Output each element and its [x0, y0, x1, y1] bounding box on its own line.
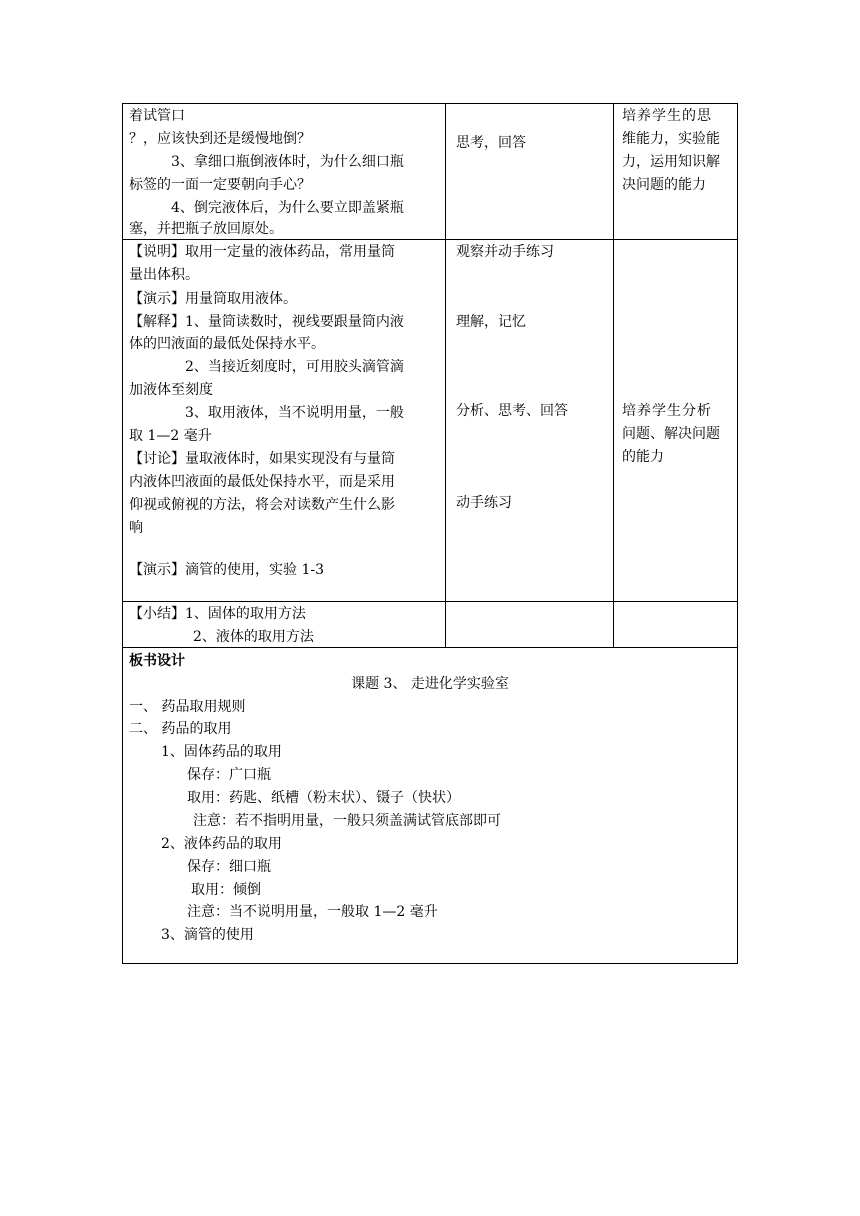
row1-goal-line: 决问题的能力 — [622, 177, 706, 193]
row1-activity: 思考，回答 — [456, 135, 526, 151]
row2-left-line: 【演示】用量筒取用液体。 — [129, 291, 297, 307]
row2-activity: 理解，记忆 — [456, 314, 526, 330]
row1-left-line: ？，应该快到还是缓慢地倒？ — [129, 131, 311, 147]
row2-left-line: 体的凹液面的最低处保持水平。 — [129, 336, 325, 352]
row2-activity: 观察并动手练习 — [456, 244, 554, 260]
row1-left-line: 4、倒完液体后，为什么要立即盖紧瓶 — [171, 200, 404, 216]
row2-left-line: 【解释】1、量筒读数时，视线要跟量筒内液 — [129, 314, 404, 330]
row2-activity: 动手练习 — [456, 495, 512, 511]
row2-left-line: 内液体凹液面的最低处保持水平，而是采用 — [129, 474, 395, 490]
board-line: 一、 药品取用规则 — [129, 699, 246, 715]
row3-summary-line: 2、液体的取用方法 — [193, 629, 314, 645]
column-divider-1 — [445, 104, 446, 648]
row1-left-line: 塞，并把瓶子放回原处。 — [129, 221, 283, 237]
board-line: 取用：倾倒 — [191, 882, 261, 898]
board-heading: 板书设计 — [129, 653, 185, 669]
row2-goal-line: 培养学生分析 — [622, 403, 712, 419]
row-divider-2 — [123, 601, 737, 602]
row2-goal-line: 的能力 — [622, 449, 664, 465]
column-divider-2 — [613, 104, 614, 648]
board-title: 课题 3、 走进化学实验室 — [351, 676, 509, 692]
row2-activity: 分析、思考、回答 — [456, 403, 568, 419]
board-line: 二、 药品的取用 — [129, 721, 232, 737]
row2-left-line: 响 — [129, 520, 143, 536]
board-line: 取用：药匙、纸槽（粉末状）、镊子（快状） — [187, 790, 460, 806]
row1-left-line: 着试管口 — [129, 108, 185, 124]
row2-left-line: 【演示】滴管的使用，实验 1-3 — [129, 562, 324, 578]
board-line: 3、滴管的使用 — [161, 927, 254, 943]
board-line: 注意：当不说明用量，一般取 1—2 毫升 — [187, 904, 438, 920]
board-line: 注意：若不指明用量，一般只须盖满试管底部即可 — [193, 813, 501, 829]
row1-goal-line: 维能力，实验能 — [622, 131, 720, 147]
lesson-table — [122, 103, 738, 964]
board-line: 1、固体药品的取用 — [161, 744, 282, 760]
row2-left-line: 【讨论】量取液体时，如果实现没有与量筒 — [129, 451, 395, 467]
row2-left-line: 取 1—2 毫升 — [129, 428, 212, 444]
row2-left-line: 【说明】取用一定量的液体药品，常用量筒 — [129, 244, 395, 260]
row1-goal-line: 力，运用知识解 — [622, 154, 720, 170]
row3-summary-line: 【小结】1、固体的取用方法 — [129, 606, 306, 622]
board-line: 保存：细口瓶 — [187, 859, 271, 875]
row2-left-line: 2、当接近刻度时，可用胶头滴管滴 — [185, 359, 404, 375]
row2-goal-line: 问题、解决问题 — [622, 426, 720, 442]
row1-left-line: 3、拿细口瓶倒液体时，为什么细口瓶 — [171, 154, 404, 170]
row2-left-line: 3、取用液体，当不说明用量，一般 — [185, 405, 404, 421]
board-line: 2、液体药品的取用 — [161, 836, 282, 852]
row1-goal-line: 培养学生的思 — [622, 108, 712, 124]
row2-left-line: 加液体至刻度 — [129, 382, 213, 398]
row2-left-line: 量出体积。 — [129, 267, 199, 283]
board-line: 保存：广口瓶 — [187, 767, 271, 783]
row2-left-line: 仰视或俯视的方法，将会对读数产生什么影 — [129, 497, 395, 513]
row1-left-line: 标签的一面一定要朝向手心？ — [129, 177, 311, 193]
